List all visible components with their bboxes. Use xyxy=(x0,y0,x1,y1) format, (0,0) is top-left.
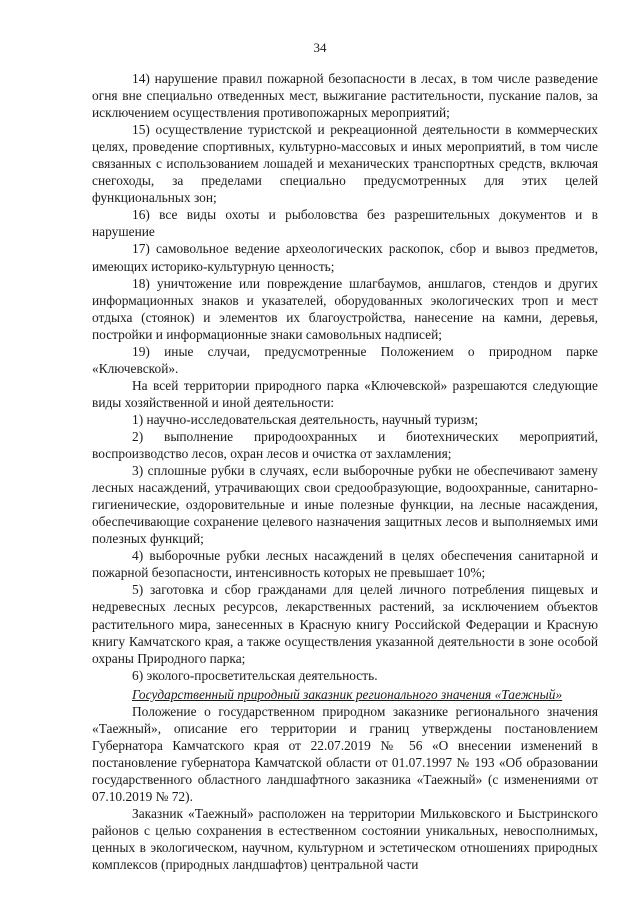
allowed-item-5: 5) заготовка и сбор гражданами для целей личного потребления пищевых и недревесных лесных ресурсов, лекарственных растений, за исключением объектов растительного мира, занесенных в Красную книгу Российской Федерации и Красную книгу Камчатского края, а также осуществления указанной деятельности в зоне особой охраны Природного парка; xyxy=(92,582,598,666)
paragraph-item-16: 16) все виды охоты и рыболовства без разрешительных документов и в нарушение xyxy=(92,207,598,240)
allowed-item-3: 3) сплошные рубки в случаях, если выборочные рубки не обеспечивают замену лесных насаждений, утрачивающих свои средообразующие, водоохранные, санитарно-гигиенические, оздоровительные и иные полезные функции, на лесные насаждения, обеспечивающие сохранение целевого назначения защитных лесов и выполняемых ими полезных функций; xyxy=(92,463,598,547)
allowed-item-4: 4) выборочные рубки лесных насаждений в целях обеспечения санитарной и пожарной безопасности, интенсивность которых не превышает 10%; xyxy=(92,548,598,581)
page-number: 34 xyxy=(313,40,327,55)
paragraph-item-17: 17) самовольное ведение археологических раскопок, сбор и вывоз предметов, имеющих историко-культурную ценность; xyxy=(92,241,598,274)
reserve-regulation-paragraph: Положение о государственном природном заказнике регионального значения «Таежный», описание его территории и границ утверждены постановлением Губернатора Камчатского края от 22.07.2019 № 56 «О внесении изменений в постановление губернатора Камчатской области от 01.07.1997 № 193 «Об образовании государственного областного ландшафтного заказника «Таежный» (с изменениями от 07.10.2019 № 72). xyxy=(92,703,598,804)
allowed-item-6: 6) эколого-просветительская деятельность. xyxy=(132,667,378,683)
paragraph-item-19: 19) иные случаи, предусмотренные Положением о природном парке «Ключевской». xyxy=(92,343,598,376)
allowed-item-2: 2) выполнение природоохранных и биотехнических мероприятий, воспроизводство лесов, охран лесов и очистка от захламления; xyxy=(92,428,598,462)
allowed-item-1: 1) научно-исследовательская деятельность, научный туризм; xyxy=(132,411,479,427)
paragraph-item-18: 18) уничтожение или повреждение шлагбаумов, аншлагов, стендов и других информационных знаков и указателей, оборудованных экологических троп и мест отдыха (стоянок) и элементов их благоустройства, нанесение на камни, деревья, постройки и информационные знаки самовольных надписей; xyxy=(92,275,598,342)
reserve-location-paragraph: Заказник «Таежный» расположен на территории Мильковского и Быстринского районов с целью сохранения в естественном состоянии уникальных, невосполнимых, ценных в экологическом, научном, культурном и эстетическом отношениях природных комплексов (природных ландшафтов) центральной части xyxy=(92,806,598,873)
paragraph-item-14: 14) нарушение правил пожарной безопасности в лесах, в том числе разведение огня вне специально отведенных мест, выжигание растительности, пускание палов, за исключением осуществления противопожарных мероприятий; xyxy=(92,71,598,121)
paragraph-item-15: 15) осуществление туристской и рекреационной деятельности в коммерческих целях, проведение спортивных, культурно-массовых и иных мероприятий, в том числе связанных с использованием лошадей и механических транспортных средств, включая снегоходы, за пределами специально предусмотренных для этих целей функциональных зон; xyxy=(92,122,598,206)
document-body xyxy=(92,70,598,873)
section-heading: Государственный природный заказник регионального значения «Таежный» xyxy=(132,686,563,702)
allowed-activities-intro: На всей территории природного парка «Ключевской» разрешаются следующие виды хозяйственной и иной деятельности: xyxy=(92,377,598,410)
